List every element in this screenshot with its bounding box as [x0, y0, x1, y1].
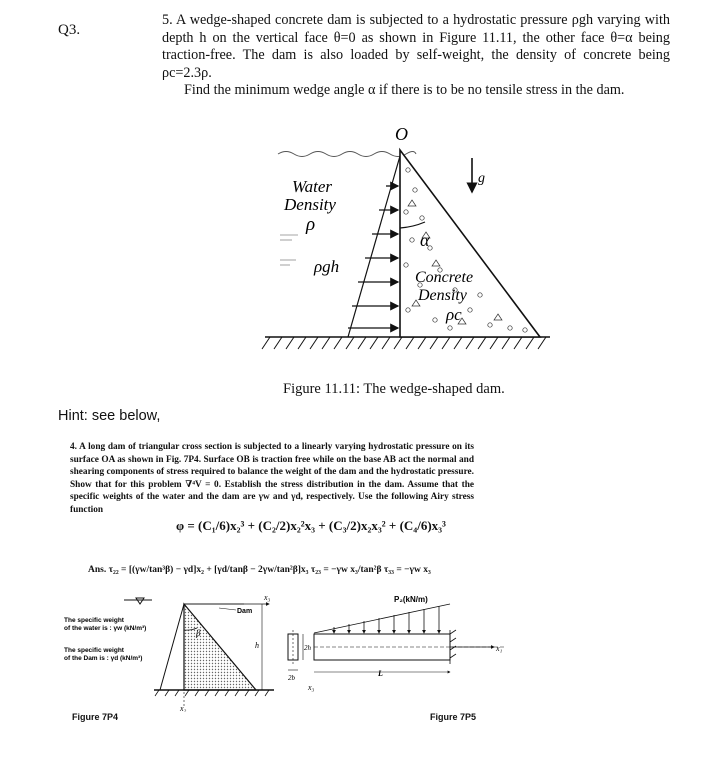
pressure-label: ρgh — [314, 257, 340, 276]
water-triangle — [160, 604, 184, 690]
origin-label: O — [395, 124, 408, 144]
figure-7p5 — [288, 595, 504, 692]
ground-hatching — [262, 337, 546, 349]
alpha-label: α — [420, 230, 430, 250]
water-weight-line-2: of the water is : γw (kN/m³) — [64, 625, 147, 632]
water-label-1: Water — [292, 177, 332, 196]
load-label: P₂(kN/m) — [394, 595, 428, 604]
figure-7p4 — [64, 593, 274, 712]
problem-paragraph-1: 5. A wedge-shaped concrete dam is subjected to a hydrostatic pressure ρgh varying with depth h on the vertical face θ=0 as shown in Figure 11.11, the other face θ=α being traction-free. The dam is also loaded by self-weight, the density of concrete being ρc=2.3ρ. — [162, 12, 670, 81]
water-weight-line-1: The specific weight — [64, 617, 124, 624]
water-level-triangle — [136, 598, 144, 604]
water-lines — [280, 235, 298, 265]
x3-label-7p5: x₃ — [308, 683, 315, 692]
x2-label-7p4: x₂ — [180, 704, 187, 712]
concrete-label-1: Concrete — [415, 269, 474, 286]
dim-2h: 2h — [304, 644, 311, 652]
hint-text: Hint: see below, — [58, 408, 161, 424]
water-rho: ρ — [306, 214, 316, 235]
x3-label-7p4: x₃ — [264, 593, 271, 602]
dim-2b: 2b — [288, 674, 295, 682]
water-label-2: Density — [284, 195, 336, 214]
dam-weight-line-1: The specific weight — [64, 647, 124, 654]
concrete-rho: ρc — [446, 305, 462, 324]
gravity-label: g — [478, 171, 485, 186]
problem-paragraph-2: Find the minimum wedge angle α if there is to be no tensile stress in the dam. — [184, 82, 625, 98]
figure-11-11-caption: Figure 11.11: The wedge-shaped dam. — [283, 381, 505, 397]
h-label: h — [255, 641, 259, 650]
airy-stress-function: φ = (C₁/6)x₂³ + (C₂/2)x₂²x₃ + (C₃/2)x₂x₃² + (C₄/6)x₃³ — [176, 518, 446, 533]
figures-7p4-7p5 — [64, 590, 664, 712]
concrete-label-2: Density — [418, 287, 467, 304]
water-surface — [278, 152, 416, 157]
beta-label: β — [196, 628, 201, 638]
figure-7p4-caption: Figure 7P4 — [72, 712, 119, 722]
wedge-dam-figure — [240, 120, 560, 360]
dim-L: L — [378, 669, 383, 678]
problem-statement — [162, 12, 670, 100]
x1-label-7p5: x₁ — [496, 644, 503, 653]
figure-7p5-caption: Figure 7P5 — [430, 712, 477, 722]
problem-4-text: 4. A long dam of triangular cross section is subjected to a linearly varying hydrostatic pressure on its surface OA as shown in Fig. 7P4. Surface OB is traction free while on the base AB act the normal and shearing components of stress required to balance the weight of the dam and the hydrostatic pressure. Show that for this problem ∇⁴V = 0. Establish the stress distribution in the dam. Assume that the specific weights of the water and the dam are γw and γd, respectively. Use the following Airy stress function — [70, 442, 474, 515]
question-label: Q3. — [58, 22, 81, 38]
problem-4 — [70, 441, 474, 517]
pressure-envelope — [348, 156, 400, 337]
pressure-arrows — [348, 186, 398, 328]
dam-weight-line-2: of the Dam is : γd (kN/m³) — [64, 655, 143, 662]
dam-label: Dam — [237, 608, 253, 615]
answer-line: Ans. τ₂₂ = [(γw/tan³β) − γd]x₂ + [γd/tanβ − 2γw/tan²β]x₃ τ₂₃ = −γw x₃/tan²β τ₃₃ = −γw x₃ — [88, 565, 431, 575]
dam-section — [184, 604, 256, 690]
